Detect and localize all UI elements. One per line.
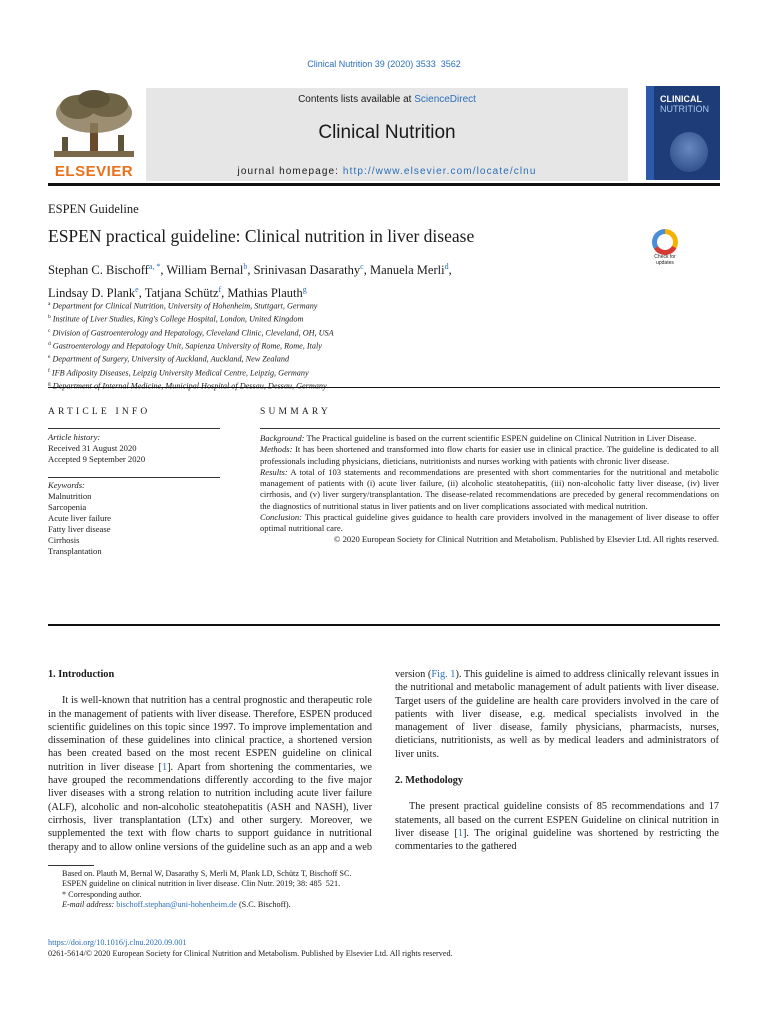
results-text: A total of 103 statements and recommendations are presented with short commentaries for the nutritional and metabolic management of patients with (i) acute liver failure, (ii) alcoholic steatohepatitis, (iii) non-alcoholic fatty liver disease, (iv) liver cirrhosis, and (v) liver surgery/transplantation. The disease-related recommendations are preceded by general recommendations on the diagnostics of nutritional status in liver patients and on liver complications associated with medical nutrition. xyxy=(260,466,719,511)
footnotes xyxy=(48,869,372,911)
introduction-paragraph xyxy=(395,668,719,761)
author-separator: , xyxy=(160,263,167,278)
keywords-rule xyxy=(48,477,220,478)
summary-text xyxy=(260,433,719,546)
author[interactable]: Lindsay D. Plank xyxy=(48,286,136,301)
contents-prefix: Contents lists available at xyxy=(298,94,415,105)
affiliation xyxy=(48,312,608,325)
author-affiliation-marker[interactable]: c xyxy=(360,262,364,271)
heading-gap xyxy=(395,787,719,800)
email-link[interactable]: bischoff.stephan@uni-hohenheim.de xyxy=(116,900,237,910)
author[interactable]: William Bernal xyxy=(166,263,244,278)
author[interactable]: Manuela Merli xyxy=(369,263,445,278)
affiliation xyxy=(48,326,608,339)
article-title: ESPEN practical guideline: Clinical nutrition in liver disease xyxy=(48,226,475,246)
affiliation xyxy=(48,379,608,392)
results-label: Results: xyxy=(260,466,288,477)
reference-link[interactable]: 1 xyxy=(457,827,463,839)
summary-background xyxy=(260,433,719,444)
author-affiliation-marker[interactable]: e xyxy=(135,285,139,295)
author-separator: , xyxy=(138,286,145,301)
keyword: Cirrhosis xyxy=(48,535,80,545)
keyword: Acute liver failure xyxy=(48,513,111,523)
affiliation xyxy=(48,299,608,312)
affiliation-text: Department of Surgery, University of Auckland, Auckland, New Zealand xyxy=(52,355,290,365)
introduction-paragraph xyxy=(48,694,372,854)
body-column-left xyxy=(48,668,372,854)
affiliation-marker: c xyxy=(48,327,51,334)
affiliation-marker: d xyxy=(48,340,51,347)
author[interactable]: Srinivasan Dasarathy xyxy=(253,263,361,278)
introduction-text: version ( xyxy=(395,668,432,680)
keyword: Transplantation xyxy=(48,546,102,556)
homepage-link[interactable]: http://www.elsevier.com/locate/clnu xyxy=(342,166,537,177)
introduction-continuation xyxy=(395,668,719,761)
publisher-wordmark: ELSEVIER xyxy=(54,163,134,180)
affiliation-marker: b xyxy=(48,314,51,321)
affiliation-text: Gastroenterology and Hepatology Unit, Sapienza University of Rome, Rome, Italy xyxy=(52,341,322,351)
background-text: The Practical guideline is based on the current scientific ESPEN guideline on Clinical Nutrition in Liver Disease. xyxy=(304,433,697,443)
header-rule xyxy=(48,183,720,186)
section-gap xyxy=(395,761,719,774)
affiliation xyxy=(48,366,608,379)
affiliation xyxy=(48,352,608,365)
affiliation-marker: a xyxy=(48,301,51,307)
conclusion-label: Conclusion: xyxy=(260,511,303,522)
author-separator: , xyxy=(221,286,228,301)
introduction-heading: 1. Introduction xyxy=(48,669,115,680)
methodology-heading: 2. Methodology xyxy=(395,775,464,787)
affiliation-marker: g xyxy=(48,380,51,387)
keyword: Fatty liver disease xyxy=(48,524,111,534)
history-label: Article history: xyxy=(48,432,101,442)
received-date: Received 31 August 2020 xyxy=(48,443,137,453)
methods-text: It has been shortened and transformed into flow charts for easier use in clinical practice. The guideline is dedicated to all professionals including physicians, dieticians, nutritionists and nurses working with patients with chronic liver disease. xyxy=(260,444,719,466)
keyword: Malnutrition xyxy=(48,491,92,501)
cover-art xyxy=(670,132,708,172)
email-note xyxy=(48,900,372,910)
article-info-heading: ARTICLE INFO xyxy=(48,407,151,417)
keyword: Sarcopenia xyxy=(48,502,87,512)
accepted-date: Accepted 9 September 2020 xyxy=(48,454,146,464)
summary-methods xyxy=(260,444,719,467)
body-column-right xyxy=(395,668,719,926)
background-label: Background: xyxy=(260,433,305,443)
cover-bar xyxy=(646,86,654,180)
contents-line xyxy=(146,94,628,105)
figure-link[interactable]: Fig. 1 xyxy=(431,668,456,680)
check-updates-label: Check for updates xyxy=(654,254,676,266)
journal-homepage-line xyxy=(146,166,628,177)
email-suffix: (S.C. Bischoff). xyxy=(236,900,291,910)
article-info-rule xyxy=(48,428,220,429)
author[interactable]: Tatjana Schütz xyxy=(144,286,219,301)
journal-cover[interactable] xyxy=(646,86,720,180)
author-affiliation-marker[interactable]: g xyxy=(302,285,307,295)
affiliation-marker: e xyxy=(48,354,51,361)
keywords-label: Keywords: xyxy=(48,480,85,490)
email-label: E-mail address: xyxy=(62,900,115,910)
cover-title-line-1: CLINICAL xyxy=(660,94,702,104)
methods-label: Methods: xyxy=(260,444,293,455)
homepage-prefix: journal homepage: xyxy=(237,166,343,177)
author-affiliation-marker[interactable]: b xyxy=(243,262,248,271)
affiliation-marker: f xyxy=(48,367,50,374)
summary-conclusion xyxy=(260,512,719,535)
sciencedirect-link[interactable]: ScienceDirect xyxy=(414,94,476,105)
title-block-rule xyxy=(48,387,720,388)
author-affiliation-marker[interactable]: a, * xyxy=(148,262,161,271)
affiliation-text: Institute of Liver Studies, King's College Hospital, London, United Kingdom xyxy=(52,315,304,325)
author-list xyxy=(48,257,608,303)
reference-link[interactable]: 1 xyxy=(161,761,168,773)
author-affiliation-marker[interactable]: f xyxy=(218,285,222,295)
tree-icon xyxy=(48,89,140,161)
summary-rule xyxy=(260,428,720,429)
affiliation-list xyxy=(48,299,608,392)
author-separator: , xyxy=(247,263,254,278)
journal-name: Clinical Nutrition xyxy=(318,122,456,143)
conclusion-text: This practical guideline gives guidance to health care providers involved in the management of liver disease to offer optimal nutritional care. xyxy=(260,511,719,533)
check-updates-icon-center xyxy=(657,234,673,250)
cover-title-line-2: NUTRITION xyxy=(660,104,709,114)
check-for-updates-button[interactable] xyxy=(646,229,684,267)
author[interactable]: Mathias Plauth xyxy=(227,286,303,301)
affiliation-text: Department for Clinical Nutrition, University of Hohenheim, Stuttgart, Germany xyxy=(52,301,318,311)
introduction-text: ]. Apart from shortening the commentaries, we have grouped the recommendations differently according to the five major liver diseases with a strong relation to nutrition including acute liver failure (ALF), alcoholic and non-alcoholic steatohepatitis (ASH and NASH), liver cirrhosis, liver transplantation (LTx) and other surgery. Moreover, we supplemented the text with flow charts to support guidance in nutritional therapy and to allow online versions of the guideline such as an app and a web xyxy=(48,761,372,853)
article-type: ESPEN Guideline xyxy=(48,202,139,216)
keywords xyxy=(48,480,220,557)
elsevier-logo xyxy=(48,89,140,181)
methodology-paragraph xyxy=(395,800,719,853)
affiliation xyxy=(48,339,608,352)
author[interactable]: Stephan C. Bischoff xyxy=(48,263,149,278)
author-affiliation-marker[interactable]: d xyxy=(444,262,449,271)
summary-bottom-rule xyxy=(48,624,720,626)
author-separator: , xyxy=(363,263,370,278)
methodology-text: ]. The original guideline was shortened by restricting the commentaries to the gathered xyxy=(395,827,719,853)
affiliation-text: Division of Gastroenterology and Hepatology, Cleveland Clinic, Cleveland, OH, USA xyxy=(52,328,334,338)
based-on-note: Based on. Plauth M, Bernal W, Dasarathy S, Merli M, Plank LD, Schütz T, Bischoff SC. ESPEN guideline on clinical nutrition in liver disease. Clin Nutr. 2019; 38: 485 521. xyxy=(62,869,352,889)
summary-results xyxy=(260,467,719,512)
copyright-notice: © 2020 European Society for Clinical Nutrition and Metabolism. Published by Elsevier Ltd. All rights reserved. xyxy=(333,534,719,545)
footnote-rule xyxy=(48,865,94,866)
journal-reference[interactable]: Clinical Nutrition 39 (2020) 3533 3562 xyxy=(307,59,461,69)
summary-heading: SUMMARY xyxy=(260,407,331,417)
author-separator: , xyxy=(448,263,452,278)
doi-link[interactable]: https://doi.org/10.1016/j.clnu.2020.09.001 xyxy=(48,938,187,947)
introduction-text: It is well-known that nutrition has a central prognostic and therapeutic role in the management of patients with liver disease. Therefore, ESPEN produced scientific guidelines on this topic since 1997. To improve implementation and dissemination of these guidelines into clinical practice, a shortened version has been created based on the most recent ESPEN guideline on clinical nutrition in liver disease [ xyxy=(48,695,372,773)
article-history xyxy=(48,432,220,465)
affiliation-text: IFB Adiposity Diseases, Leipzig University Medical Centre, Leipzig, Germany xyxy=(51,368,309,378)
issn-copyright-line: 0261-5614/© 2020 European Society for Clinical Nutrition and Metabolism. Published by Elsevier Ltd. All rights reserved. xyxy=(48,949,453,958)
corresponding-author-note: * Corresponding author. xyxy=(62,889,142,899)
column-continuation xyxy=(395,668,719,854)
methodology-text: The present practical guideline consists of 85 recommendations and 17 statements, all based on the current ESPEN Guideline on clinical nutrition in liver disease [ xyxy=(395,801,719,839)
introduction-text: ). This guideline is aimed to address clinically relevant issues in the nutritional and metabolic management of adult patients with liver disease. Target users of the guideline are health care providers involved in the care of patients with liver disease, e.g. medical specialists involved in the management of liver disease, family physicians, pharmacists, nurses, dieticians, nutritionists, as well as by medical leaders and administrators of liver units. xyxy=(395,668,719,760)
